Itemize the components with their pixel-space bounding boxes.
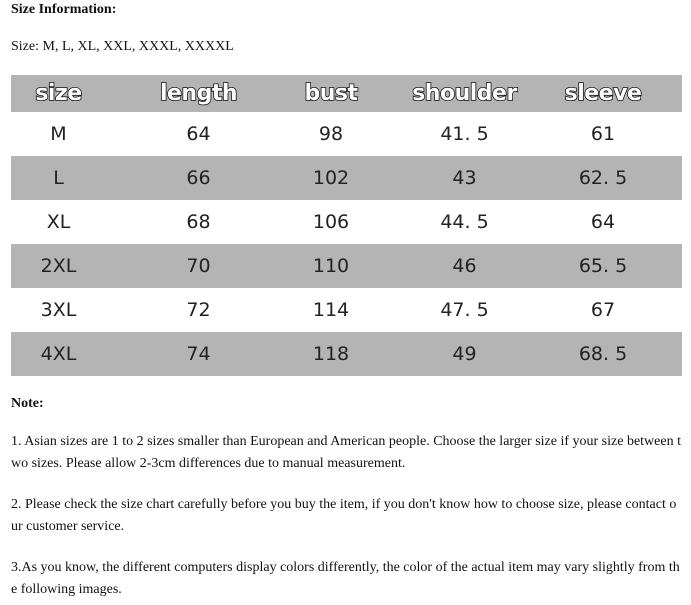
size-chart-table (11, 75, 682, 376)
cell-length: 68 (186, 211, 211, 233)
cell-bust: 106 (312, 211, 350, 233)
table-row (11, 112, 682, 156)
cell-sleeve: 64 (590, 211, 616, 233)
note-item-2: 2. Please check the size chart carefully before you buy the item, if you don't know how to choose size, please contact our customer service. (11, 497, 677, 534)
header-shoulder: shoulder (412, 81, 517, 106)
table-row (11, 332, 682, 376)
cell-bust: 118 (312, 343, 350, 365)
cell-sleeve: 67 (590, 299, 616, 321)
header-size: size (35, 81, 82, 106)
cell-shoulder: 46 (452, 255, 477, 277)
cell-sleeve: 68. 5 (578, 343, 628, 365)
cell-bust: 114 (312, 299, 350, 321)
cell-sleeve: 61 (590, 123, 616, 145)
available-sizes-text: Size: M, L, XL, XXL, XXXL, XXXXL (11, 39, 234, 54)
table-row (11, 200, 682, 244)
cell-size: XL (46, 211, 71, 233)
cell-length: 70 (186, 255, 211, 277)
cell-size: 3XL (40, 299, 77, 321)
size-information-heading: Size Information: (11, 2, 117, 17)
table-header-row (11, 75, 682, 112)
cell-size: M (50, 123, 67, 145)
cell-sleeve: 65. 5 (578, 255, 628, 277)
cell-size: L (53, 167, 64, 189)
cell-size: 2XL (40, 255, 77, 277)
cell-length: 64 (186, 123, 211, 145)
cell-shoulder: 47. 5 (440, 299, 489, 321)
cell-shoulder: 43 (452, 167, 477, 189)
table-row (11, 288, 682, 332)
cell-sleeve: 62. 5 (578, 167, 628, 189)
header-sleeve: sleeve (564, 81, 642, 106)
note-heading: Note: (11, 396, 44, 411)
cell-shoulder: 41. 5 (440, 123, 489, 145)
header-bust: bust (304, 81, 358, 106)
note-item-3: 3.As you know, the different computers display colors differently, the color of the actual item may vary slightly from the following images. (11, 560, 680, 597)
note-item-1: 1. Asian sizes are 1 to 2 sizes smaller than European and American people. Choose the larger size if your size between two sizes. Please allow 2-3cm differences due to manual measurement. (11, 434, 681, 471)
cell-size: 4XL (40, 343, 77, 365)
cell-shoulder: 49 (452, 343, 477, 365)
header-length: length (159, 81, 238, 106)
cell-length: 66 (186, 167, 211, 189)
cell-length: 72 (186, 299, 211, 321)
table-row (11, 244, 682, 288)
cell-bust: 102 (312, 167, 350, 189)
cell-shoulder: 44. 5 (440, 211, 489, 233)
cell-bust: 110 (312, 255, 350, 277)
cell-length: 74 (186, 343, 211, 365)
table-row (11, 156, 682, 200)
cell-bust: 98 (318, 123, 344, 145)
